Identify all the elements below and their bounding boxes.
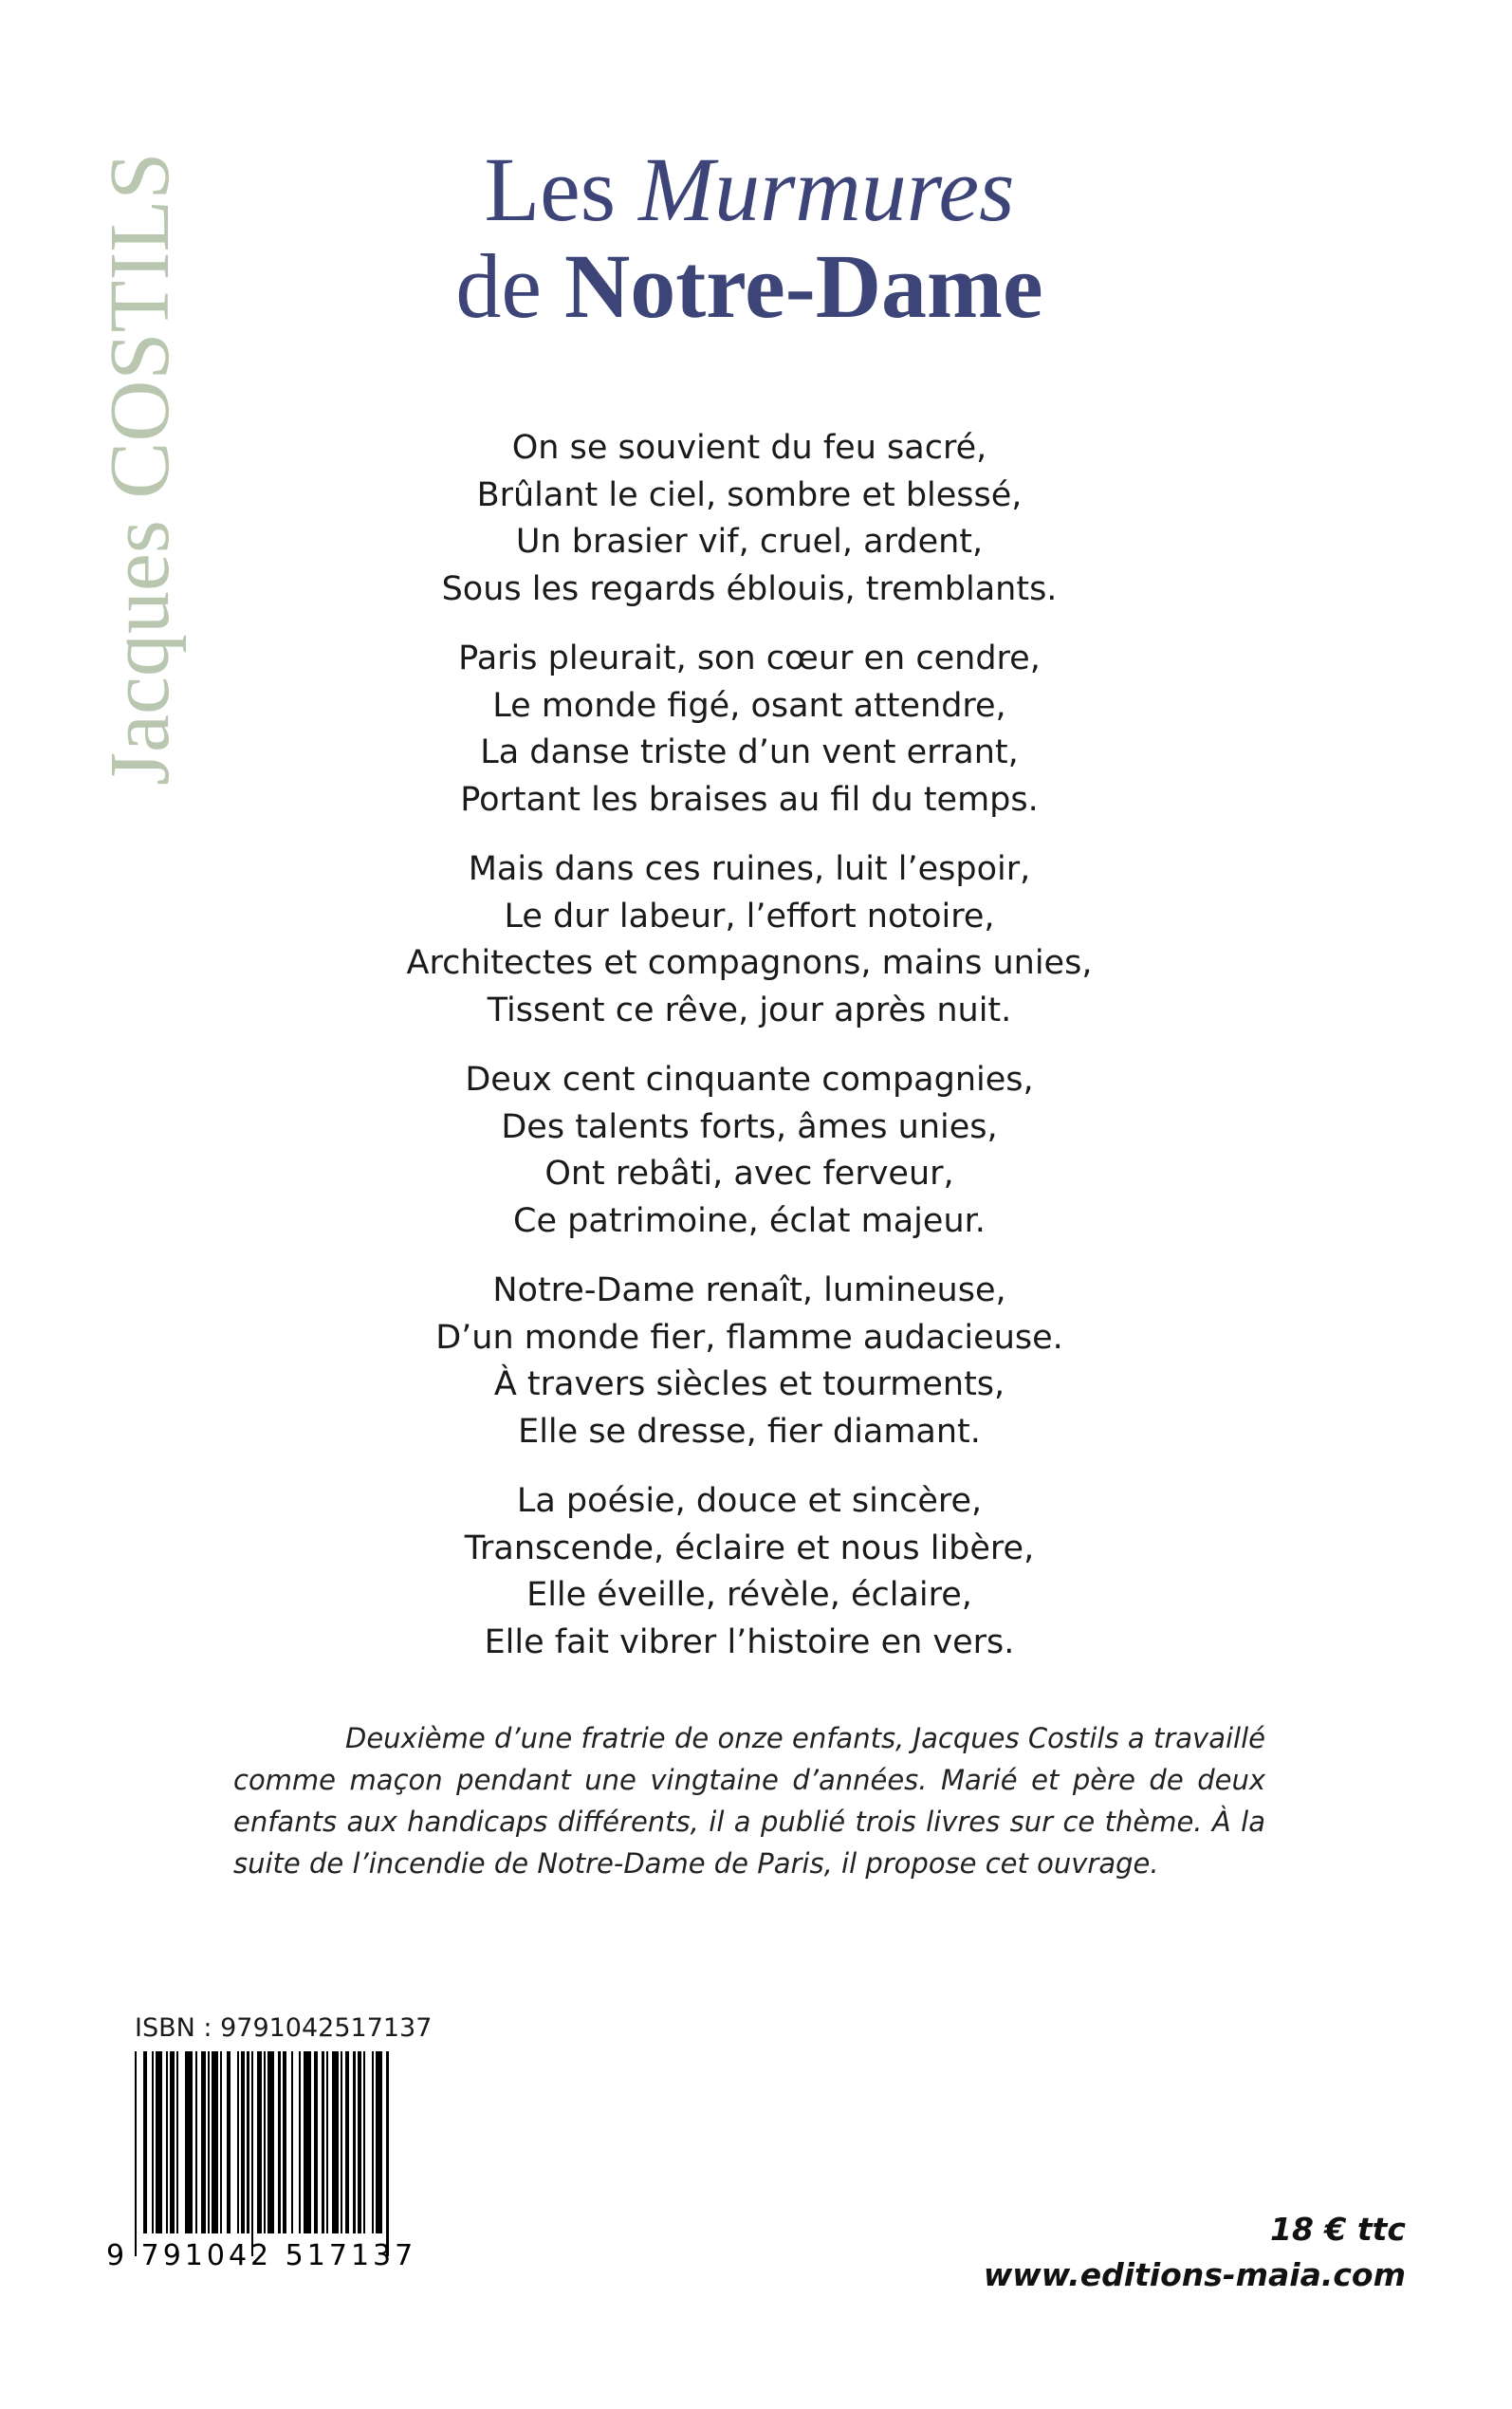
- title-murmures: Murmures: [638, 139, 1015, 240]
- poem-line: Elle se dresse, fier diamant.: [518, 1412, 981, 1451]
- book-title-line-1: [285, 140, 1214, 239]
- price: 18 € ttc: [1270, 2211, 1406, 2248]
- barcode-bar: [376, 2051, 382, 2233]
- barcode-space: [137, 2051, 143, 2233]
- stanza: [285, 1268, 1214, 1455]
- stanza: [285, 425, 1214, 613]
- poem-line: Sous les regards éblouis, tremblants.: [441, 569, 1058, 608]
- poem-line: À travers siècles et tourments,: [493, 1365, 1005, 1403]
- stanza: [285, 1478, 1214, 1666]
- stanza: [285, 846, 1214, 1034]
- title-les: Les: [484, 139, 639, 240]
- barcode-bar: [185, 2051, 194, 2233]
- barcode-bar: [304, 2051, 312, 2233]
- poem-line: Elle éveille, révèle, éclaire,: [526, 1576, 972, 1614]
- poem-line: Brûlant le ciel, sombre et blessé,: [476, 475, 1023, 514]
- title-notre-dame: Notre-Dame: [563, 235, 1043, 337]
- title-de: de: [455, 235, 564, 337]
- poem-line: On se souvient du feu sacré,: [511, 429, 987, 467]
- poem-line: Des talents forts, âmes unies,: [501, 1107, 998, 1146]
- barcode: [135, 2051, 431, 2256]
- poem-line: Le dur labeur, l’effort notoire,: [504, 897, 995, 936]
- stanza: [285, 636, 1214, 824]
- poem: [285, 425, 1214, 1689]
- publisher-website[interactable]: www.editions-maia.com: [983, 2256, 1406, 2293]
- spine-author: Jacques COSTILS: [93, 152, 187, 786]
- poem-line: La danse triste d’un vent errant,: [480, 733, 1019, 771]
- poem-line: Mais dans ces ruines, luit l’espoir,: [468, 850, 1031, 888]
- poem-line: Un brasier vif, cruel, ardent,: [515, 523, 984, 561]
- poem-line: La poésie, douce et sincère,: [516, 1482, 983, 1520]
- poem-line: Architectes et compagnons, mains unies,: [406, 944, 1093, 982]
- barcode-bar: [156, 2051, 162, 2233]
- poem-line: Paris pleurait, son cœur en cendre,: [458, 639, 1041, 677]
- poem-line: Ont rebâti, avec ferveur,: [544, 1155, 954, 1193]
- poem-line: Le monde figé, osant attendre,: [492, 686, 1006, 725]
- barcode-digits: 9 791042 517137: [106, 2239, 417, 2272]
- barcode-space: [365, 2051, 372, 2233]
- poem-line: Notre-Dame renaît, lumineuse,: [492, 1271, 1006, 1309]
- poem-line: Elle fait vibrer l’histoire en vers.: [484, 1622, 1015, 1661]
- barcode-space: [389, 2051, 391, 2233]
- book-title-line-2: [285, 237, 1214, 336]
- barcode-bar: [267, 2051, 274, 2233]
- poem-line: Transcende, éclaire et nous libère,: [464, 1529, 1035, 1567]
- poem-line: Ce patrimoine, éclat majeur.: [513, 1201, 986, 1240]
- author-bio-text: Deuxième d’une fratrie de onze enfants, Jacques Costils a travaillé comme maçon pendant une vingtaine d’années. Marié et père de deux enfants aux handicaps différents, il a publié trois livres sur ce thème. À la suite de l’incendie de Notre-Dame de Paris, il propose cet ouvrage.: [233, 1722, 1265, 1880]
- barcode-bar: [332, 2051, 339, 2233]
- barcode-bar: [212, 2051, 218, 2233]
- poem-line: Tissent ce rêve, jour après nuit.: [487, 991, 1012, 1029]
- barcode-space: [230, 2051, 237, 2233]
- poem-line: Portant les braises au fil du temps.: [460, 780, 1039, 819]
- author-bio: [233, 1717, 1265, 1884]
- isbn-label: ISBN : 9791042517137: [135, 2013, 433, 2043]
- poem-line: Deux cent cinquante compagnies,: [465, 1061, 1034, 1099]
- barcode-space: [293, 2051, 300, 2233]
- barcode-space: [178, 2051, 185, 2233]
- poem-line: D’un monde fier, flamme audacieuse.: [435, 1318, 1063, 1357]
- stanza: [285, 1057, 1214, 1245]
